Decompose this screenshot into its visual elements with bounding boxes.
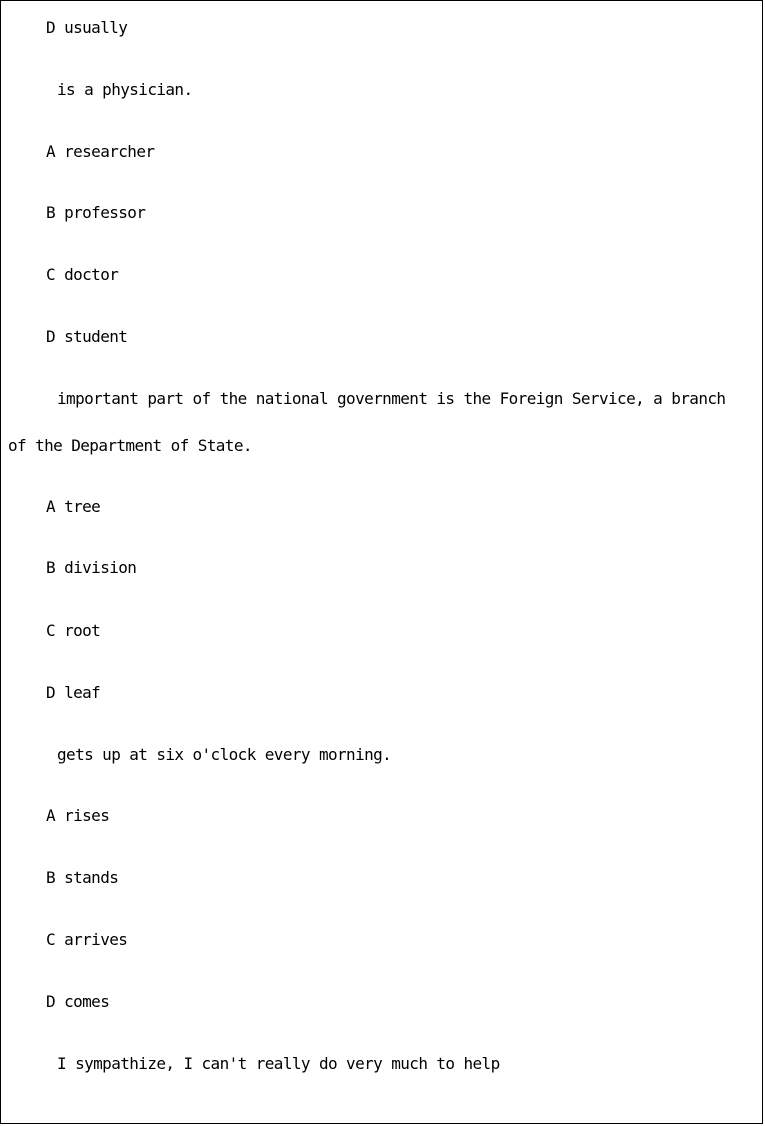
q2-stem-line1: important part of the national government is the Foreign Service, a branch bbox=[57, 389, 726, 408]
q3-option-d: D comes bbox=[46, 992, 110, 1011]
q1-option-c: C doctor bbox=[46, 265, 119, 284]
q1-option-a: A researcher bbox=[46, 142, 155, 161]
q2-option-b: B division bbox=[46, 558, 137, 577]
q2-option-a: A tree bbox=[46, 497, 101, 516]
q3-option-b: B stands bbox=[46, 868, 119, 887]
q1-option-d: D student bbox=[46, 327, 128, 346]
q2-option-c: C root bbox=[46, 621, 101, 640]
q0-option-d: D usually bbox=[46, 18, 128, 37]
q4-stem: I sympathize, I can't really do very much to help bbox=[57, 1054, 500, 1073]
q1-option-b: B professor bbox=[46, 203, 146, 222]
q1-stem: is a physician. bbox=[57, 80, 193, 99]
q3-option-a: A rises bbox=[46, 806, 110, 825]
q3-stem: gets up at six o'clock every morning. bbox=[57, 745, 392, 764]
q2-stem-line2: of the Department of State. bbox=[8, 436, 252, 455]
q2-option-d: D leaf bbox=[46, 683, 101, 702]
q3-option-c: C arrives bbox=[46, 930, 128, 949]
